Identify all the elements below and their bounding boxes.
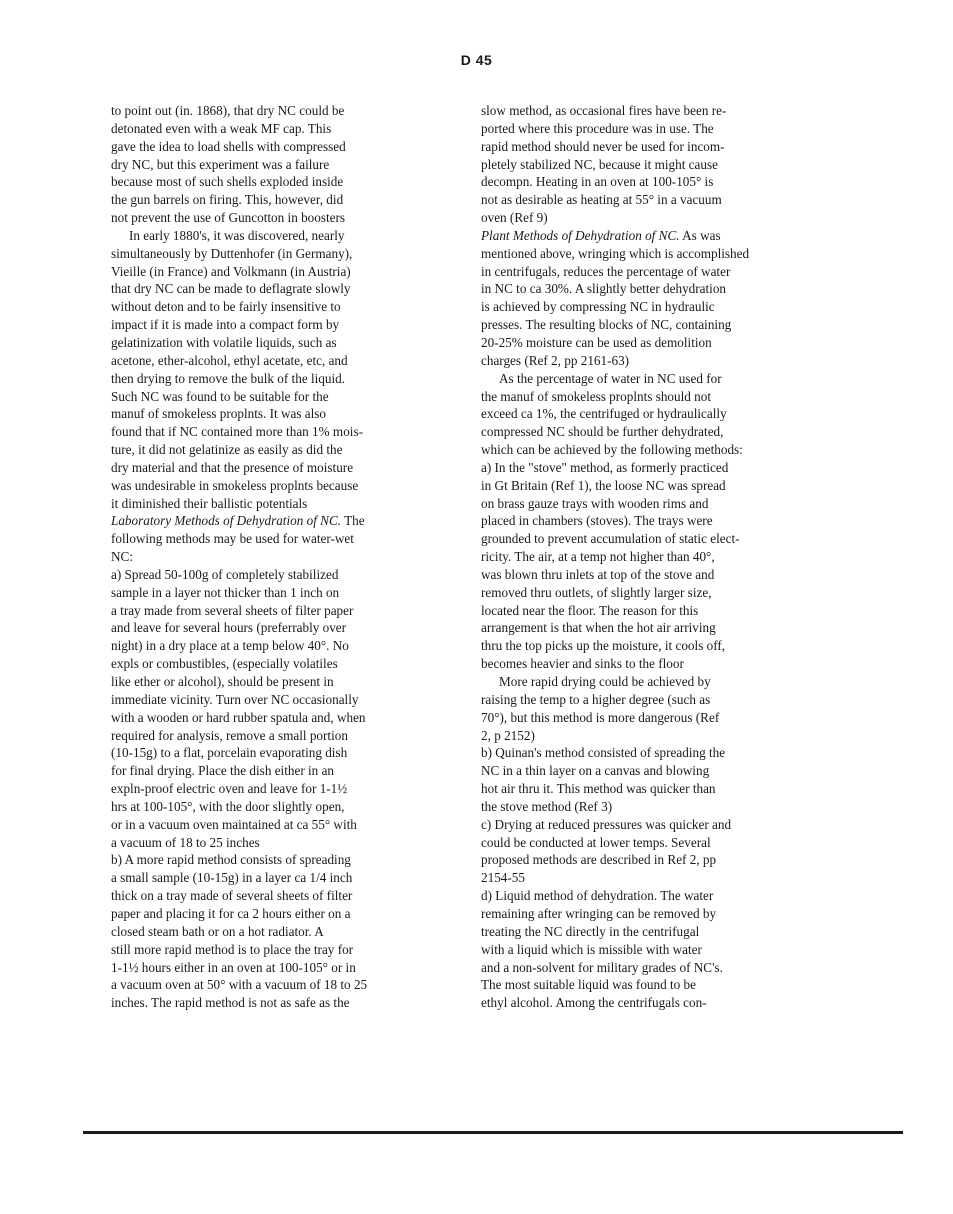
text-line: [111, 637, 433, 655]
right-column: [481, 102, 821, 1012]
section-heading: Plant Methods of Dehydration of NC.: [481, 227, 680, 243]
line-text: thick on a tray made of several sheets of filter: [111, 888, 353, 904]
line-text: raising the temp to a higher degree (such as: [481, 691, 711, 707]
line-text: exceed ca 1%, the centrifuged or hydraulically: [481, 406, 727, 422]
text-line: [481, 709, 821, 727]
text-line: [111, 566, 433, 584]
text-line: [481, 298, 821, 316]
line-text: More rapid drying could be achieved by: [499, 674, 711, 689]
text-line: [481, 584, 821, 602]
line-text: removed thru outlets, of slightly larger size,: [481, 584, 712, 600]
text-line: [111, 584, 433, 602]
text-line: [111, 816, 433, 834]
line-text: closed steam bath or on a hot radiator. A: [111, 923, 324, 939]
text-line: [481, 530, 821, 548]
line-text: in NC to ca 30%. A slightly better dehydration: [481, 281, 727, 297]
line-text: then drying to remove the bulk of the liquid.: [111, 370, 346, 386]
line-text: for final drying. Place the dish either in an: [111, 763, 335, 779]
line-text: c) Drying at reduced pressures was quicker and: [481, 816, 732, 832]
line-text: d) Liquid method of dehydration. The water: [481, 888, 714, 904]
text-line: [481, 834, 821, 852]
text-line: [111, 530, 433, 548]
line-text: b) A more rapid method consists of spreading: [111, 852, 351, 868]
line-text: which can be achieved by the following methods:: [481, 442, 743, 458]
text-line: [481, 744, 821, 762]
line-text: placed in chambers (stoves). The trays were: [481, 513, 713, 529]
text-line: [481, 941, 821, 959]
line-text: ethyl alcohol. Among the centrifugals con-: [481, 995, 707, 1011]
text-line: [111, 352, 433, 370]
text-line: [481, 673, 821, 691]
text-line: [481, 869, 821, 887]
line-text: in centrifugals, reduces the percentage of water: [481, 263, 731, 279]
line-text: In early 1880's, it was discovered, nearly: [129, 227, 345, 243]
text-line: [481, 798, 821, 816]
line-text: ported where this procedure was in use. The: [481, 120, 714, 136]
text-line: [481, 138, 821, 156]
bottom-rule: [83, 1131, 903, 1134]
text-line: [481, 905, 821, 923]
text-line: [111, 941, 433, 959]
text-line: [481, 441, 821, 459]
line-text: simultaneously by Duttenhofer (in Germany),: [111, 245, 353, 261]
text-line: [111, 191, 433, 209]
line-text: hot air thru it. This method was quicker than: [481, 781, 716, 797]
text-line: [481, 191, 821, 209]
text-line: [111, 512, 433, 530]
line-text: a) Spread 50-100g of completely stabilized: [111, 566, 339, 582]
line-text: a tray made from several sheets of filter paper: [111, 602, 354, 618]
line-text: and a non-solvent for military grades of NC's.: [481, 959, 723, 975]
text-line: [481, 370, 821, 388]
line-text: was blown thru inlets at top of the stove and: [481, 566, 715, 582]
section-heading: Laboratory Methods of Dehydration of NC.: [111, 513, 342, 529]
text-line: [111, 976, 433, 994]
text-line: [111, 370, 433, 388]
text-line: [111, 459, 433, 477]
line-text: night) in a dry place at a temp below 40°. No: [111, 638, 349, 654]
text-line: [111, 477, 433, 495]
text-line: [111, 691, 433, 709]
line-text: 20-25% moisture can be used as demolition: [481, 334, 712, 350]
text-line: [481, 102, 821, 120]
text-line: [111, 762, 433, 780]
text-line: [111, 156, 433, 174]
line-text: manuf of smokeless proplnts. It was also: [111, 406, 326, 422]
text-line: [481, 691, 821, 709]
text-line: [481, 548, 821, 566]
line-text: 1-1½ hours either in an oven at 100-105° or in: [111, 959, 356, 975]
text-line: [111, 263, 433, 281]
line-text: acetone, ether-alcohol, ethyl acetate, etc, and: [111, 352, 348, 368]
text-line: [481, 994, 821, 1012]
line-text: grounded to prevent accumulation of static elect-: [481, 531, 740, 547]
text-line: [111, 209, 433, 227]
line-text: gelatinization with volatile liquids, such as: [111, 334, 337, 350]
line-text: ricity. The air, at a temp not higher than 40°,: [481, 549, 715, 565]
line-text: the manuf of smokeless proplnts should not: [481, 388, 712, 404]
line-text: rapid method should never be used for incom-: [481, 138, 725, 154]
line-text: impact if it is made into a compact form by: [111, 317, 340, 333]
line-text: ture, it did not gelatinize as easily as did the: [111, 442, 343, 458]
text-line: [481, 923, 821, 941]
line-text: oven (Ref 9): [481, 210, 548, 226]
line-text: thru the top picks up the moisture, it cools off,: [481, 638, 726, 654]
text-line: [111, 673, 433, 691]
line-text: a vacuum oven at 50° with a vacuum of 18 to 25: [111, 977, 368, 993]
text-line: [111, 102, 433, 120]
text-line: [111, 548, 433, 566]
line-text: was undesirable in smokeless proplnts because: [111, 477, 359, 493]
line-text: because most of such shells exploded inside: [111, 174, 344, 190]
line-text: mentioned above, wringing which is accomplished: [481, 245, 750, 261]
text-line: [111, 869, 433, 887]
line-text: As the percentage of water in NC used for: [499, 370, 722, 386]
text-line: [481, 959, 821, 977]
text-line: [111, 388, 433, 406]
line-text: charges (Ref 2, pp 2161-63): [481, 352, 630, 368]
line-text: expln-proof electric oven and leave for 1-1½: [111, 781, 348, 797]
line-text: dry material and that the presence of moisture: [111, 459, 354, 475]
text-line: [111, 495, 433, 513]
line-text: a small sample (10-15g) in a layer ca 1/4 inch: [111, 870, 353, 886]
line-text: paper and placing it for ca 2 hours either on a: [111, 905, 351, 921]
line-text: a vacuum of 18 to 25 inches: [111, 834, 260, 850]
line-text: 2154-55: [481, 870, 525, 886]
text-line: [111, 120, 433, 138]
text-line: [481, 495, 821, 513]
text-line: [111, 709, 433, 727]
line-text: pletely stabilized NC, because it might cause: [481, 156, 718, 172]
line-text: hrs at 100-105°, with the door slightly open,: [111, 798, 345, 814]
text-line: [111, 138, 433, 156]
text-line: [481, 619, 821, 637]
text-line: [111, 905, 433, 923]
text-line: [111, 834, 433, 852]
line-text: like ether or alcohol), should be present in: [111, 674, 334, 689]
text-line: [481, 120, 821, 138]
line-text: in Gt Britain (Ref 1), the loose NC was spread: [481, 477, 726, 493]
line-text: or in a vacuum oven maintained at ca 55° with: [111, 816, 357, 832]
text-line: [111, 887, 433, 905]
text-line: [111, 798, 433, 816]
text-line: [111, 602, 433, 620]
text-line: [111, 619, 433, 637]
text-line: [481, 976, 821, 994]
line-text: becomes heavier and sinks to the floor: [481, 656, 684, 672]
text-line: [481, 423, 821, 441]
line-text: the gun barrels on firing. This, however, did: [111, 192, 344, 208]
line-text: 70°), but this method is more dangerous (Ref: [481, 709, 720, 725]
text-line: [111, 744, 433, 762]
text-line: [111, 245, 433, 263]
line-text: found that if NC contained more than 1% mois-: [111, 424, 363, 440]
line-text: the stove method (Ref 3): [481, 798, 613, 814]
text-line: [111, 316, 433, 334]
text-line: [111, 334, 433, 352]
line-text: not prevent the use of Guncotton in boosters: [111, 210, 346, 226]
line-text: that dry NC can be made to deflagrate slowly: [111, 281, 351, 297]
line-text: NC:: [111, 549, 133, 565]
line-text: slow method, as occasional fires have been re-: [481, 103, 727, 118]
line-text: required for analysis, remove a small portion: [111, 727, 348, 743]
line-text: proposed methods are described in Ref 2, pp: [481, 852, 717, 868]
line-text: is achieved by compressing NC in hydraulic: [481, 299, 715, 315]
line-text: not as desirable as heating at 55° in a vacuum: [481, 192, 722, 208]
line-text: with a wooden or hard rubber spatula and, when: [111, 709, 366, 725]
line-text: The: [341, 513, 365, 529]
text-line: [481, 280, 821, 298]
text-line: [481, 816, 821, 834]
text-line: [481, 851, 821, 869]
line-text: could be conducted at lower temps. Several: [481, 834, 711, 850]
text-line: [111, 851, 433, 869]
line-text: Vieille (in France) and Volkmann (in Austria): [111, 263, 351, 279]
text-line: [481, 602, 821, 620]
line-text: expls or combustibles, (especially volatiles: [111, 656, 338, 672]
text-line: [481, 334, 821, 352]
line-text: 2, p 2152): [481, 727, 535, 743]
line-text: compressed NC should be further dehydrated,: [481, 424, 724, 440]
text-line: [481, 405, 821, 423]
text-line: [111, 227, 433, 245]
text-line: [481, 227, 821, 245]
line-text: decompn. Heating in an oven at 100-105° is: [481, 174, 714, 190]
line-text: inches. The rapid method is not as safe as the: [111, 995, 350, 1011]
line-text: and leave for several hours (preferrably over: [111, 620, 347, 636]
text-line: [481, 209, 821, 227]
line-text: arrangement is that when the hot air arriving: [481, 620, 716, 636]
line-text: following methods may be used for water-wet: [111, 531, 354, 547]
line-text: The most suitable liquid was found to be: [481, 977, 696, 993]
text-line: [481, 512, 821, 530]
text-line: [111, 780, 433, 798]
text-line: [481, 173, 821, 191]
text-line: [481, 887, 821, 905]
text-line: [111, 280, 433, 298]
text-line: [481, 477, 821, 495]
text-line: [481, 655, 821, 673]
text-line: [111, 655, 433, 673]
text-line: [481, 637, 821, 655]
text-line: [481, 727, 821, 745]
text-line: [111, 423, 433, 441]
line-text: dry NC, but this experiment was a failure: [111, 156, 330, 172]
text-line: [111, 959, 433, 977]
text-line: [481, 245, 821, 263]
line-text: still more rapid method is to place the tray for: [111, 941, 354, 957]
text-line: [111, 441, 433, 459]
line-text: As was: [679, 227, 721, 243]
text-line: [481, 352, 821, 370]
text-line: [111, 994, 433, 1012]
line-text: it diminished their ballistic potentials: [111, 495, 308, 511]
line-text: on brass gauze trays with wooden rims and: [481, 495, 709, 511]
line-text: NC in a thin layer on a canvas and blowing: [481, 763, 710, 779]
text-line: [481, 156, 821, 174]
text-line: [481, 459, 821, 477]
text-line: [111, 298, 433, 316]
line-text: b) Quinan's method consisted of spreading the: [481, 745, 726, 761]
line-text: Such NC was found to be suitable for the: [111, 388, 329, 404]
line-text: detonated even with a weak MF cap. This: [111, 120, 332, 136]
line-text: remaining after wringing can be removed by: [481, 905, 717, 921]
page-number: D 45: [460, 52, 493, 68]
line-text: a) In the "stove" method, as formerly practiced: [481, 459, 729, 475]
line-text: to point out (in. 1868), that dry NC could be: [111, 103, 345, 118]
text-line: [481, 780, 821, 798]
line-text: (10-15g) to a flat, porcelain evaporating dish: [111, 745, 348, 761]
text-line: [111, 173, 433, 191]
line-text: gave the idea to load shells with compressed: [111, 138, 346, 154]
text-line: [481, 762, 821, 780]
line-text: located near the floor. The reason for this: [481, 602, 699, 618]
line-text: immediate vicinity. Turn over NC occasionally: [111, 691, 359, 707]
left-column: [111, 102, 433, 1012]
text-line: [481, 316, 821, 334]
text-line: [111, 405, 433, 423]
text-line: [481, 263, 821, 281]
line-text: presses. The resulting blocks of NC, containing: [481, 317, 732, 333]
text-line: [111, 923, 433, 941]
line-text: with a liquid which is missible with water: [481, 941, 702, 957]
text-line: [111, 727, 433, 745]
line-text: sample in a layer not thicker than 1 inch on: [111, 584, 340, 600]
text-line: [481, 566, 821, 584]
line-text: without deton and to be fairly insensitive to: [111, 299, 341, 315]
text-line: [481, 388, 821, 406]
line-text: treating the NC directly in the centrifugal: [481, 923, 700, 939]
